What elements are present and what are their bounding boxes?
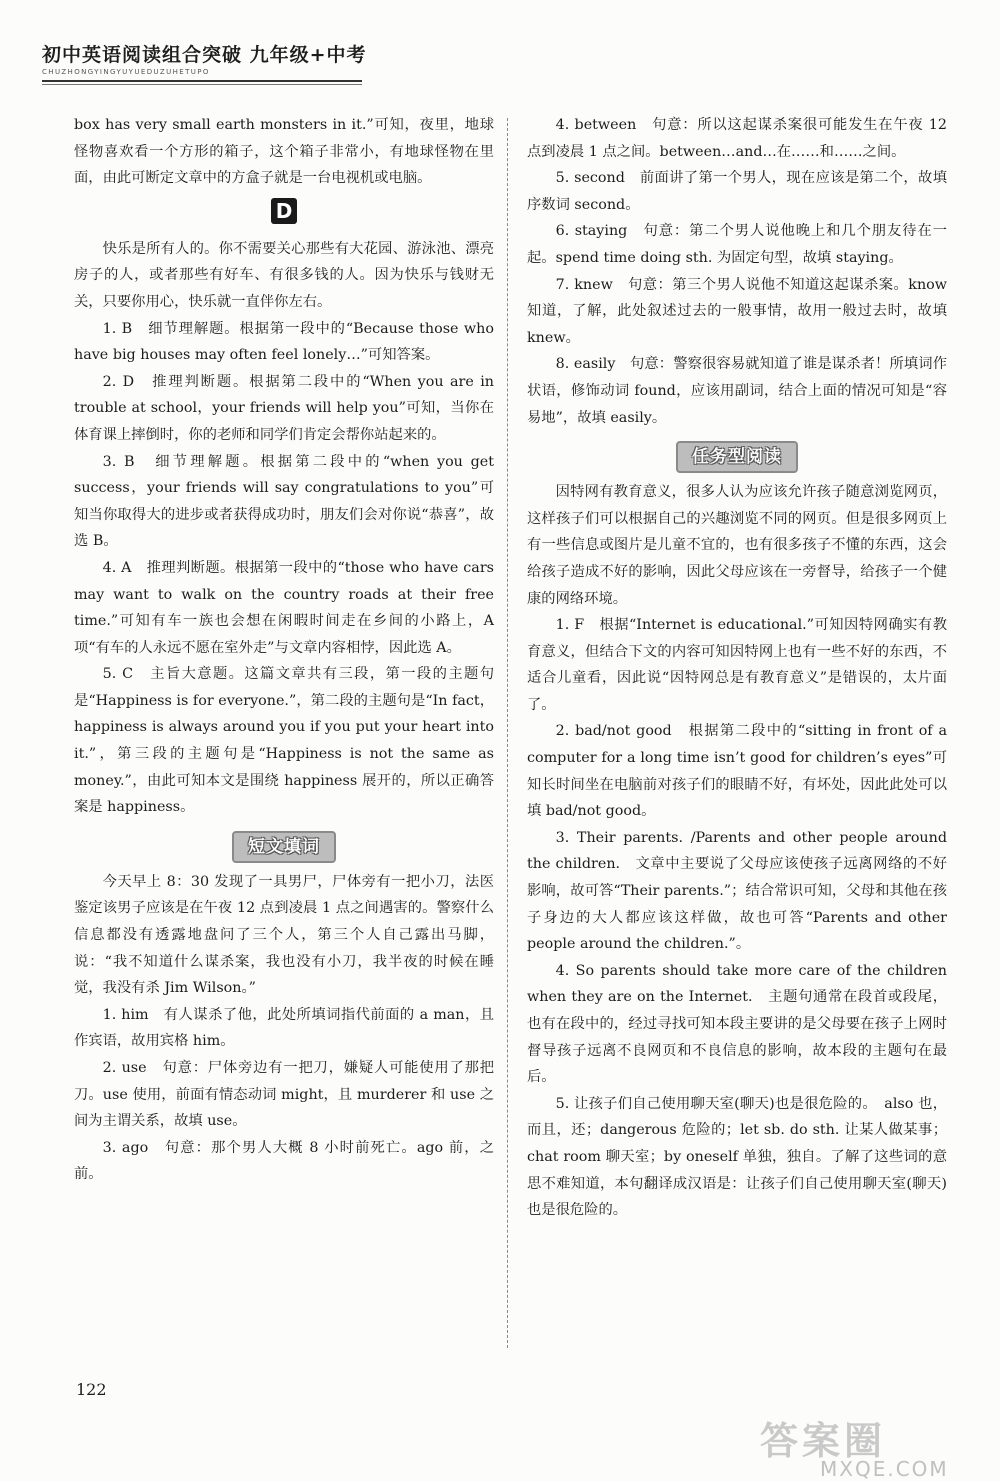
page-header	[42, 40, 562, 76]
d-answer-2: 2. D 推理判断题。根据第二段中的“When you are in trouble at school，your friends will help you”可知，当你在体育课上摔倒时，你的老师和同学们肯定会帮你站起来的。	[74, 373, 494, 443]
left-column	[74, 112, 494, 1188]
task-reading-banner	[527, 441, 947, 471]
cloze-answer-2: 2. use 句意：尸体旁边有一把刀，嫌疑人可能使用了那把刀。use 使用，前面有情态动词 might，且 murderer 和 use 之间为主谓关系，故填 use。	[74, 1060, 494, 1130]
d-answer-5: 5. C 主旨大意题。这篇文章共有三段，第一段的主题句是“Happiness is for everyone.”，第二段的主题句是“In fact，happiness is always around you if you put your heart into it.”，第三段的主题句是“Happiness is not the same as money.”，由此可知本文是围绕 happiness 展开的，所以正确答案是 happiness。	[74, 666, 494, 816]
task-answer-3: 3. Their parents. /Parents and other people around the children. 文章中主要说了父母应该使孩子远离网络的不好影响，故可答“Their parents.”；结合常识可知，父母和其他在孩子身边的大人都应该这样做，故也可答“Parents and other people around the children.”。	[527, 829, 947, 953]
task-reading-banner-label: 任务型阅读	[676, 441, 798, 473]
cloze-banner-label: 短文填词	[232, 831, 336, 863]
cloze-answer-8: 8. easily 句意：警察很容易就知道了谁是谋杀者！所填词作状语，修饰动词 found，应该用副词，结合上面的情况可知是“容易地”，故填 easily。	[527, 356, 947, 426]
cloze-banner	[74, 831, 494, 861]
cloze-answer-5: 5. second 前面讲了第一个男人，现在应该是第二个，故填序数词 second。	[527, 170, 947, 213]
task-answer-1: 1. F 根据“Internet is educational.”可知因特网确实有教育意义，但结合下文的内容可知因特网上也有一些不好的东西，不适合儿童看，因此说“因特网总是有教育意义”是错误的，太片面了。	[527, 617, 947, 713]
task-answer-5: 5. 让孩子们自己使用聊天室(聊天)也是很危险的。 also 也，而且，还；dangerous 危险的；let sb. do sth. 让某人做某事；chat room 聊天室；by oneself 单独，独自。了解了这些词的意思不难知道，本句翻译成汉语是：让孩子们自己使用聊天室(聊天)也是很危险的。	[527, 1095, 947, 1219]
d-summary: 快乐是所有人的。你不需要关心那些有大花园、游泳池、漂亮房子的人，或者那些有好车、有很多钱的人。因为快乐与钱财无关，只要你用心，快乐就一直伴你左右。	[74, 240, 494, 310]
header-rule-thin	[42, 84, 362, 85]
section-d-icon: D	[271, 198, 297, 224]
cloze-summary: 今天早上 8：30 发现了一具男尸，尸体旁有一把小刀，法医鉴定该男子应该是在午夜 12 点到凌晨 1 点之间遇害的。警察什么信息都没有透露地盘问了三个人，第三个人自己露出马脚，说：“我不知道什么谋杀案，我也没有小刀，我半夜的时候在睡觉，我没有杀 Jim Wilson。”	[74, 873, 494, 997]
cloze-answer-7: 7. knew 句意：第三个男人说他不知道这起谋杀案。know 知道，了解，此处叙述过去的一般事情，故用一般过去时，故填 knew。	[527, 276, 947, 346]
watermark-logo	[760, 1410, 980, 1481]
book-title: 初中英语阅读组合突破 九年级+中考	[42, 44, 367, 66]
header-rule	[42, 80, 362, 82]
cloze-answer-6: 6. staying 句意：第二个男人说他晚上和几个朋友待在一起。spend time doing sth. 为固定句型，故填 staying。	[527, 223, 947, 266]
cloze-answer-4: 4. between 句意：所以这起谋杀案很可能发生在午夜 12 点到凌晨 1 点之间。between…and…在……和……之间。	[527, 117, 947, 160]
task-answer-2: 2. bad/not good 根据第二段中的“sitting in front of a computer for a long time isn’t good for children’s eyes”可知长时间坐在电脑前对孩子们的眼睛不好，有坏处，因此此处可以填 bad/not good。	[527, 723, 947, 820]
d-answer-1: 1. B 细节理解题。根据第一段中的“Because those who have big houses may often feel lonely…”可知答案。	[74, 320, 494, 364]
cloze-answer-3: 3. ago 句意：那个男人大概 8 小时前死亡。ago 前，之前。	[74, 1139, 494, 1183]
task-answer-4: 4. So parents should take more care of the children when they are on the Internet. 主题句通常在段首或段尾，也有在段中的，经过寻找可知本段主要讲的是父母要在孩子上网时督导孩子远离不良网页和不良信息的影响，故本段的主题句在最后。	[527, 962, 947, 1086]
section-d-marker	[74, 198, 494, 228]
page-number: 122	[76, 1380, 107, 1399]
d-answer-3: 3. B 细节理解题。根据第二段中的“when you get success，your friends will say congratulations to you”可知当你取得大的进步或者获得成功时，朋友们会对你说“恭喜”，故选 B。	[74, 453, 494, 550]
d-answer-4: 4. A 推理判断题。根据第一段中的“those who have cars may want to walk on the country roads at their free time.”可知有车一族也会想在闲暇时间走在乡间的小路上，A 项“有车的人永远不愿在室外走”与文章内容相悖，因此选 A。	[74, 559, 494, 656]
column-divider	[507, 118, 508, 1348]
right-column	[527, 112, 947, 1224]
intro-paragraph: box has very small earth monsters in it.”可知，夜里，地球怪物喜欢看一个方形的箱子，这个箱子非常小，有地球怪物在里面，由此可断定文章中的方盒子就是一台电视机或电脑。	[74, 117, 494, 187]
watermark-text: 答案圈	[760, 1419, 887, 1463]
cloze-answer-1: 1. him 有人谋杀了他，此处所填词指代前面的 a man，且作宾语，故用宾格 him。	[74, 1006, 494, 1050]
book-pinyin-subtitle: CHUZHONGYINGYUYUEDUZUHETUPO	[42, 68, 210, 76]
task-summary: 因特网有教育意义，很多人认为应该允许孩子随意浏览网页，这样孩子们可以根据自己的兴趣浏览不同的网页。但是很多网页上有一些信息或图片是儿童不宜的，也有很多孩子不懂的东西，这会给孩子造成不好的影响，因此父母应该在一旁督导，给孩子一个健康的网络环境。	[527, 484, 947, 607]
watermark-url: MXQE.COM	[820, 1457, 949, 1481]
